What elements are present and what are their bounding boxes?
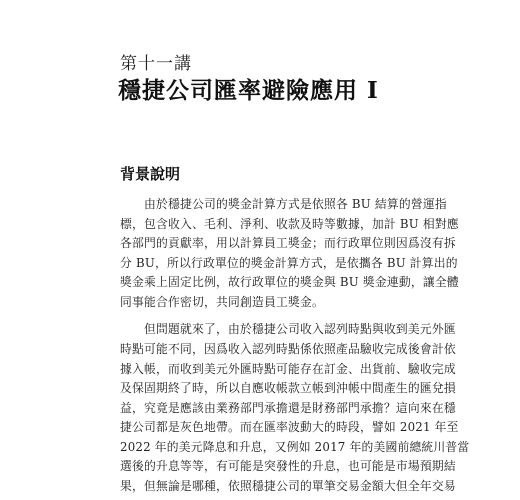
paragraph-line: 時點可能不同，因爲收入認列時點係依照產品驗收完成後會計依 xyxy=(120,342,456,356)
paragraph-line: 標，包含收入、毛利、淨利、收款及時等數據，加計 BU 相對應 xyxy=(120,217,459,231)
paragraph-line: 分 BU，所以行政單位的獎金計算方式，是依攜各 BU 計算出的 xyxy=(120,256,458,270)
paragraph-line: 但問題就來了，由於穩捷公司收入認列時點與收到美元外匯 xyxy=(144,322,456,336)
paragraph-line: 據入帳，而收到美元外匯時點可能存在訂金、出貨前、驗收完成 xyxy=(120,362,456,376)
paragraph-line: 及保固期終了時，所以自應收帳款立帳到沖帳中間產生的匯兌損 xyxy=(120,381,456,395)
paragraph-line: 同事能合作密切，共同創造員工獎金。 xyxy=(120,295,324,309)
paragraph-line: 各部門的貢獻率，用以計算員工獎金；而行政單位則因爲沒有拆 xyxy=(120,236,456,250)
paragraph-line: 果，但無論是哪種，依照穩捷公司的單筆交易金額大但全年交易 xyxy=(120,479,456,493)
paragraph-line: 捷公司都是灰色地帶。而在匯率波動大的時段，譬如 2021 年至 xyxy=(120,420,459,434)
paragraph-line: 益，究竟是應該由業務部門承擔還是財務部門承擔？這向來在穩 xyxy=(120,401,456,415)
paragraph-line: 由於穩捷公司的獎金計算方式是依照各 BU 結算的營運指 xyxy=(144,197,447,211)
chapter-label: 第十一講 xyxy=(120,54,192,74)
chapter-title: 穩捷公司匯率避險應用 I xyxy=(118,77,379,104)
paragraph-line: 獎金乘上固定比例，故行政單位的獎金與 BU 獎金連動，讓全體 xyxy=(120,275,459,289)
section-heading: 背景說明 xyxy=(120,165,181,183)
paragraph-line: 2022 年的美元降息和升息，又例如 2017 年的美國前總統川普當 xyxy=(120,440,470,454)
paragraph-line: 選後的升息等等，有可能是突發性的升息，也可能是市場預期結 xyxy=(120,459,456,473)
